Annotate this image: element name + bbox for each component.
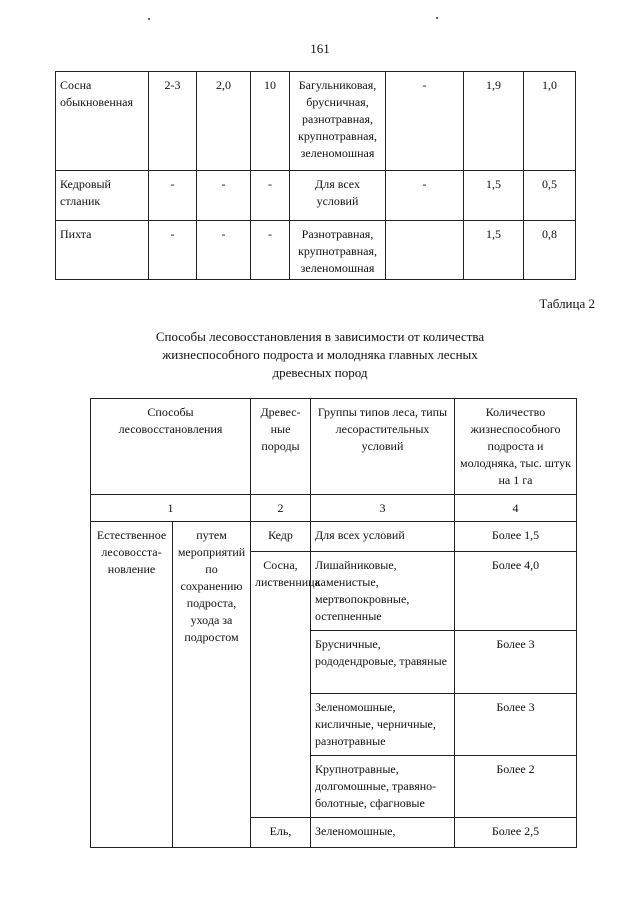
group-cell: Зеленомошные, кисличные, черничные, разнотравные [311,694,455,756]
conditions-cell: Багульниковая, брусничная, разнотравная, крупнотравная, зеленомошная [290,72,386,171]
group-cell: Лишайниковые, каменистые, мертвопокровные, остепненные [311,552,455,631]
value-cell: 0,5 [524,171,576,221]
column-number: 4 [455,495,577,522]
group-cell: Крупнотравные, долгомошные, травяно-болотные, сфагновые [311,756,455,818]
species-cell: Сосна обыкновенная [56,72,149,171]
group-cell: Брусничные, рододендровые, травяные [311,631,455,694]
continuation-table [55,71,576,280]
column-number-row [91,495,577,522]
header-methods: Способы лесовосстановления [91,399,251,495]
species-cell: Кедр [251,522,311,552]
value-cell: - [149,221,197,280]
species-cell: Ель, [251,818,311,848]
value-cell: - [197,171,251,221]
value-cell: - [386,72,464,171]
quantity-cell: Более 2 [455,756,577,818]
group-cell: Для всех условий [311,522,455,552]
quantity-cell: Более 1,5 [455,522,577,552]
value-cell: 2-3 [149,72,197,171]
table-caption: Таблица 2 [539,296,595,311]
method-sub-cell: путем мероприятий по сохранению подроста, ухода за подростом [173,522,251,848]
page-number: 161 [310,41,330,56]
column-number: 2 [251,495,311,522]
value-cell: 0,8 [524,221,576,280]
table-title: Способы лесовосстановления в зависимости от количества жизнеспособного подроста и молодняка главных лесных древесных пород [155,329,485,380]
value-cell: 1,5 [464,171,524,221]
reforestation-table [90,398,577,848]
value-cell: 1,0 [524,72,576,171]
table-row [56,221,576,280]
value-cell: - [197,221,251,280]
value-cell: - [251,171,290,221]
table-row [56,171,576,221]
header-groups: Группы типов леса, типы лесорастительных условий [311,399,455,495]
value-cell: 1,5 [464,221,524,280]
header-species: Древес-ные породы [251,399,311,495]
value-cell: 1,9 [464,72,524,171]
scan-speck [436,17,438,19]
quantity-cell: Более 2,5 [455,818,577,848]
quantity-cell: Более 3 [455,694,577,756]
species-cell: Пихта [56,221,149,280]
header-quantity: Количество жизнеспособного подроста и молодняка, тыс. штук на 1 га [455,399,577,495]
group-cell: Зеленомошные, [311,818,455,848]
value-cell: - [386,171,464,221]
scan-speck [148,18,150,20]
table-row [91,522,577,552]
quantity-cell: Более 3 [455,631,577,694]
value-cell: 2,0 [197,72,251,171]
value-cell [386,221,464,280]
quantity-cell: Более 4,0 [455,552,577,631]
value-cell: - [251,221,290,280]
method-main-cell: Естественное лесовосста-новление [91,522,173,848]
table-row [56,72,576,171]
value-cell: 10 [251,72,290,171]
species-cell: Сосна, лиственница [251,552,311,818]
species-cell: Кедровый стланик [56,171,149,221]
value-cell: - [149,171,197,221]
column-number: 1 [91,495,251,522]
conditions-cell: Для всех условий [290,171,386,221]
conditions-cell: Разнотравная, крупнотравная, зеленомошная [290,221,386,280]
column-number: 3 [311,495,455,522]
header-row [91,399,577,495]
